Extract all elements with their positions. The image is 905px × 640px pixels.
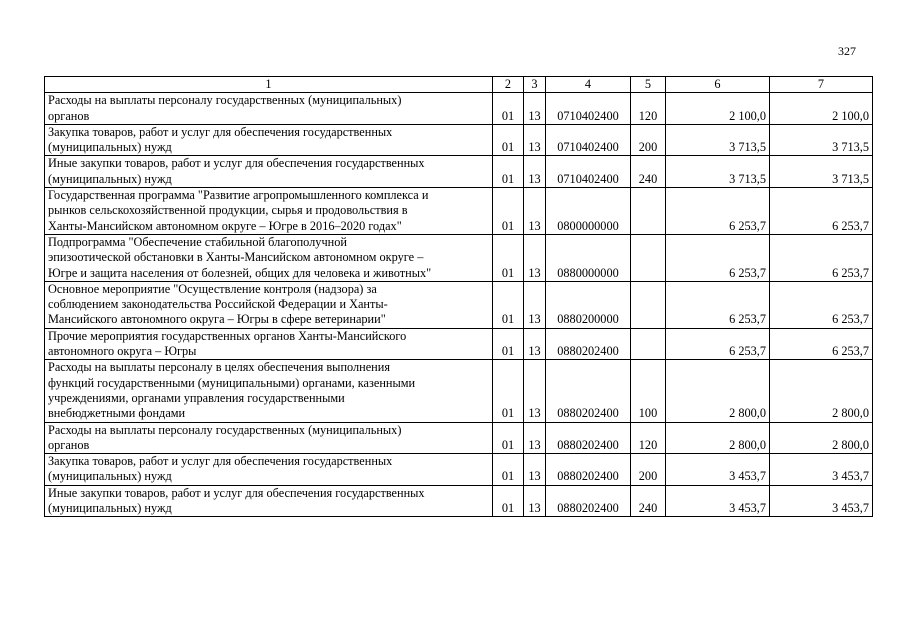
table-row	[45, 360, 873, 422]
row-section-cell: 01	[493, 188, 524, 235]
row-target-code-cell: 0800000000	[546, 188, 631, 235]
row-name-line: Основное мероприятие "Осуществление контроля (надзора) за	[48, 281, 377, 296]
row-name-line: (муниципальных) нужд	[48, 469, 172, 484]
row-name-cell	[45, 93, 493, 125]
row-subsection-cell: 13	[524, 328, 546, 360]
row-section-cell: 01	[493, 360, 524, 422]
row-section-cell: 01	[493, 485, 524, 517]
row-section-cell: 01	[493, 328, 524, 360]
row-subsection-cell: 13	[524, 188, 546, 235]
row-name-line: автономного округа – Югры	[48, 344, 197, 359]
row-target-code-cell: 0710402400	[546, 93, 631, 125]
row-name-cell	[45, 234, 493, 281]
row-target-code-cell: 0710402400	[546, 156, 631, 188]
row-name-line: Иные закупки товаров, работ и услуг для обеспечения государственных	[48, 156, 425, 171]
row-target-code-cell: 0710402400	[546, 124, 631, 156]
row-amount-col7-cell: 6 253,7	[770, 188, 873, 235]
row-section-cell: 01	[493, 156, 524, 188]
row-subsection-cell: 13	[524, 360, 546, 422]
table-row	[45, 93, 873, 125]
row-section-cell: 01	[493, 234, 524, 281]
row-amount-col7-cell: 2 100,0	[770, 93, 873, 125]
row-target-code-cell: 0880202400	[546, 454, 631, 486]
row-name-cell	[45, 360, 493, 422]
row-target-code-cell: 0880202400	[546, 485, 631, 517]
header-row	[45, 77, 873, 93]
row-expense-type-cell: 200	[631, 454, 666, 486]
row-subsection-cell: 13	[524, 234, 546, 281]
table-row	[45, 281, 873, 328]
row-expense-type-cell	[631, 234, 666, 281]
header-col-1: 1	[45, 77, 493, 93]
table-row	[45, 188, 873, 235]
page-number: 327	[838, 44, 856, 58]
row-name-line: Ханты-Мансийском автономном округе – Югре в 2016–2020 годах"	[48, 218, 402, 233]
row-subsection-cell: 13	[524, 454, 546, 486]
header-col-3: 3	[524, 77, 546, 93]
row-name-line: Иные закупки товаров, работ и услуг для обеспечения государственных	[48, 485, 425, 500]
row-name-cell	[45, 124, 493, 156]
row-expense-type-cell: 240	[631, 485, 666, 517]
table-row	[45, 454, 873, 486]
row-subsection-cell: 13	[524, 124, 546, 156]
row-subsection-cell: 13	[524, 485, 546, 517]
row-expense-type-cell	[631, 188, 666, 235]
row-expense-type-cell	[631, 281, 666, 328]
row-name-line: Югре и защита населения от болезней, общих для человека и животных"	[48, 265, 432, 280]
row-section-cell: 01	[493, 124, 524, 156]
row-amount-col6-cell: 6 253,7	[666, 234, 770, 281]
row-name-line: (муниципальных) нужд	[48, 501, 172, 516]
row-name-line: органов	[48, 108, 90, 123]
header-col-5: 5	[631, 77, 666, 93]
table-row	[45, 422, 873, 454]
row-name-cell	[45, 485, 493, 517]
row-name-line: учреждениями, органами управления государственными	[48, 390, 345, 405]
row-name-cell	[45, 188, 493, 235]
table-row	[45, 485, 873, 517]
row-name-line: (муниципальных) нужд	[48, 140, 172, 155]
row-subsection-cell: 13	[524, 93, 546, 125]
row-name-cell	[45, 281, 493, 328]
table-body	[45, 93, 873, 517]
row-target-code-cell: 0880202400	[546, 328, 631, 360]
row-expense-type-cell: 240	[631, 156, 666, 188]
row-amount-col6-cell: 2 800,0	[666, 360, 770, 422]
row-section-cell: 01	[493, 93, 524, 125]
row-name-cell	[45, 328, 493, 360]
row-amount-col7-cell: 3 453,7	[770, 454, 873, 486]
row-name-line: Расходы на выплаты персоналу государственных (муниципальных)	[48, 93, 402, 108]
row-expense-type-cell: 120	[631, 422, 666, 454]
row-amount-col7-cell: 2 800,0	[770, 422, 873, 454]
row-name-cell	[45, 156, 493, 188]
row-amount-col7-cell: 6 253,7	[770, 328, 873, 360]
row-name-line: Расходы на выплаты персоналу государственных (муниципальных)	[48, 422, 402, 437]
row-name-line: (муниципальных) нужд	[48, 171, 172, 186]
row-amount-col6-cell: 2 100,0	[666, 93, 770, 125]
table-row	[45, 124, 873, 156]
row-name-line: органов	[48, 437, 90, 452]
row-subsection-cell: 13	[524, 281, 546, 328]
row-expense-type-cell: 100	[631, 360, 666, 422]
row-amount-col7-cell: 6 253,7	[770, 281, 873, 328]
row-name-line: рынков сельскохозяйственной продукции, сырья и продовольствия в	[48, 203, 408, 218]
row-target-code-cell: 0880202400	[546, 422, 631, 454]
row-section-cell: 01	[493, 422, 524, 454]
row-amount-col6-cell: 3 453,7	[666, 454, 770, 486]
row-amount-col6-cell: 2 800,0	[666, 422, 770, 454]
row-expense-type-cell	[631, 328, 666, 360]
header-col-2: 2	[493, 77, 524, 93]
row-amount-col6-cell: 3 713,5	[666, 124, 770, 156]
row-target-code-cell: 0880200000	[546, 281, 631, 328]
row-target-code-cell: 0880202400	[546, 360, 631, 422]
row-section-cell: 01	[493, 454, 524, 486]
budget-table	[44, 76, 873, 517]
header-col-6: 6	[666, 77, 770, 93]
row-amount-col7-cell: 2 800,0	[770, 360, 873, 422]
row-name-line: соблюдением законодательства Российской Федерации и Ханты-	[48, 297, 388, 312]
row-amount-col7-cell: 3 453,7	[770, 485, 873, 517]
row-name-line: Расходы на выплаты персоналу в целях обеспечения выполнения	[48, 360, 391, 375]
row-name-line: функций государственными (муниципальными) органами, казенными	[48, 375, 416, 390]
row-name-line: эпизоотической обстановки в Ханты-Мансийском автономном округе –	[48, 250, 424, 265]
row-expense-type-cell: 120	[631, 93, 666, 125]
row-name-line: Закупка товаров, работ и услуг для обеспечения государственных	[48, 124, 393, 139]
row-name-line: Государственная программа "Развитие агропромышленного комплекса и	[48, 188, 429, 203]
row-amount-col7-cell: 3 713,5	[770, 124, 873, 156]
row-amount-col7-cell: 3 713,5	[770, 156, 873, 188]
row-section-cell: 01	[493, 281, 524, 328]
row-subsection-cell: 13	[524, 156, 546, 188]
row-subsection-cell: 13	[524, 422, 546, 454]
header-col-4: 4	[546, 77, 631, 93]
row-name-cell	[45, 422, 493, 454]
row-target-code-cell: 0880000000	[546, 234, 631, 281]
header-col-7: 7	[770, 77, 873, 93]
row-amount-col7-cell: 6 253,7	[770, 234, 873, 281]
row-name-line: Подпрограмма "Обеспечение стабильной благополучной	[48, 234, 347, 249]
row-name-line: Закупка товаров, работ и услуг для обеспечения государственных	[48, 454, 393, 469]
row-name-line: Прочие мероприятия государственных органов Ханты-Мансийского	[48, 328, 407, 343]
row-name-line: внебюджетными фондами	[48, 406, 186, 421]
row-amount-col6-cell: 3 453,7	[666, 485, 770, 517]
table-row	[45, 328, 873, 360]
table-row	[45, 156, 873, 188]
row-name-cell	[45, 454, 493, 486]
row-expense-type-cell: 200	[631, 124, 666, 156]
row-amount-col6-cell: 3 713,5	[666, 156, 770, 188]
row-amount-col6-cell: 6 253,7	[666, 281, 770, 328]
row-amount-col6-cell: 6 253,7	[666, 188, 770, 235]
row-amount-col6-cell: 6 253,7	[666, 328, 770, 360]
table-row	[45, 234, 873, 281]
row-name-line: Мансийского автономного округа – Югры в сфере ветеринарии"	[48, 312, 386, 327]
